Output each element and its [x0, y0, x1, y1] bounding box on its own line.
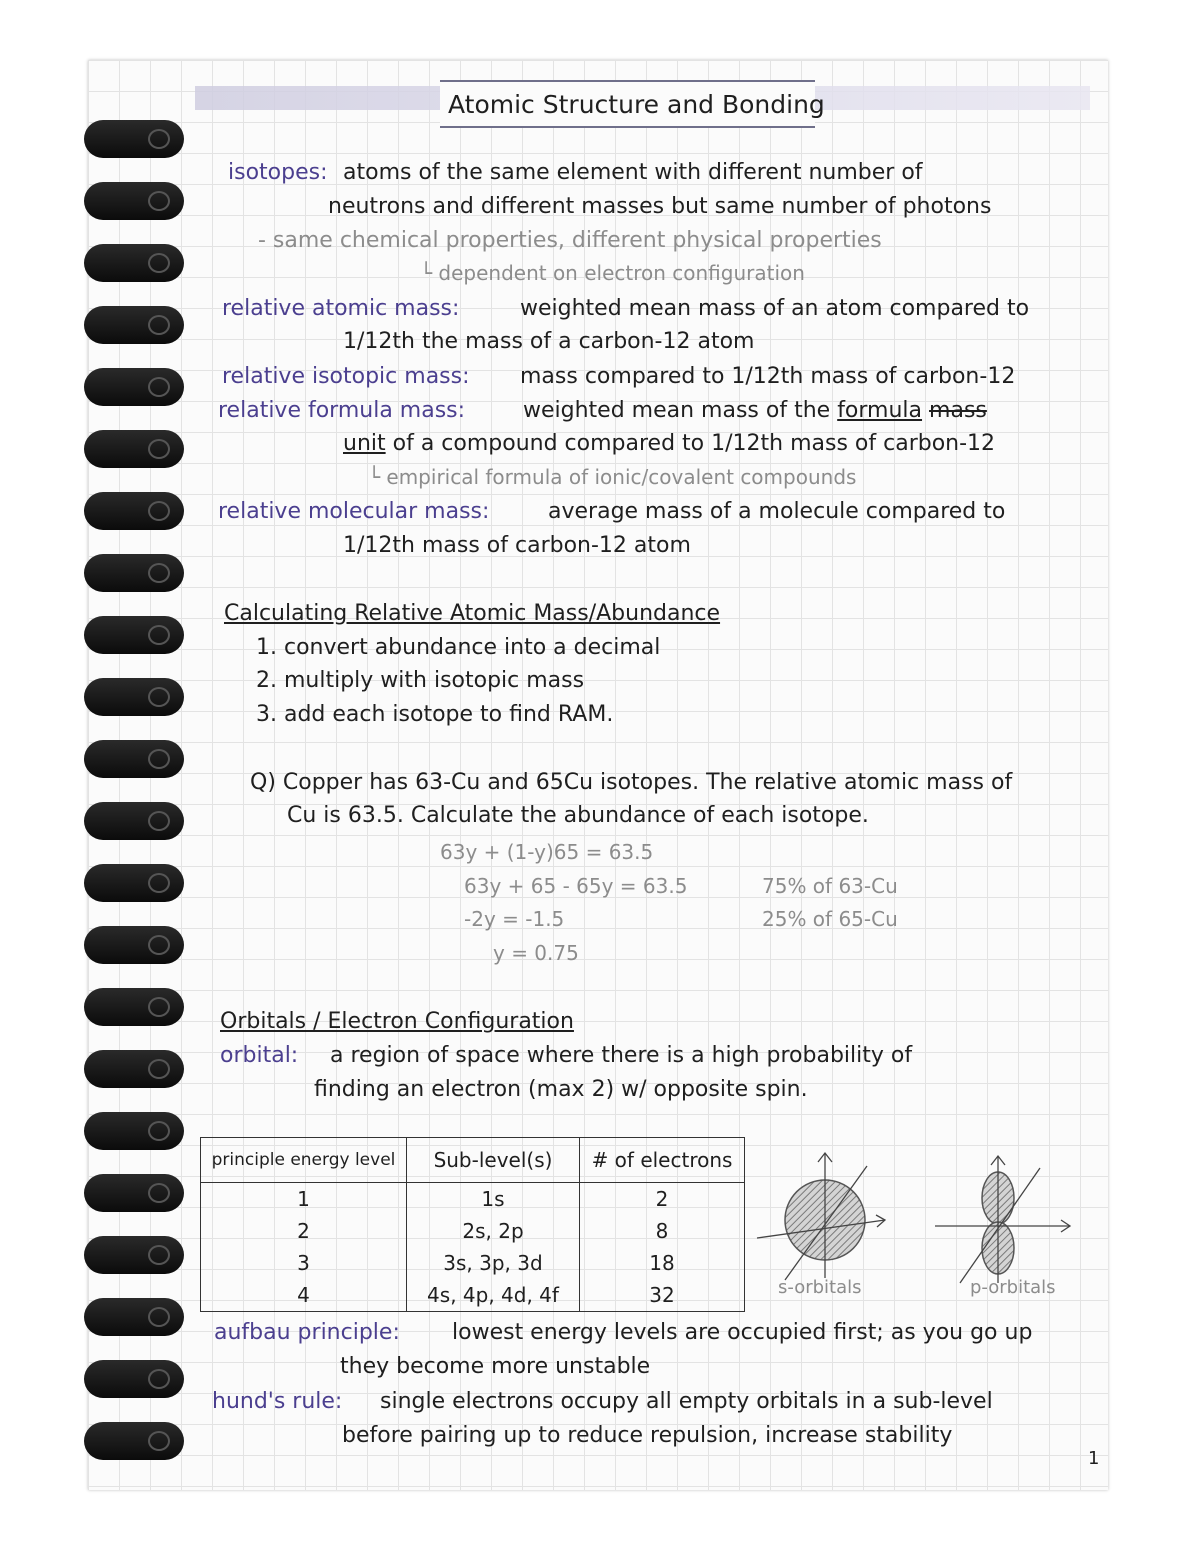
- orbital-def-line2: finding an electron (max 2) w/ opposite spin.: [314, 1077, 808, 1102]
- calc-heading: Calculating Relative Atomic Mass/Abundance: [224, 601, 721, 626]
- table-row: 2 2s, 2p 8: [201, 1215, 745, 1247]
- ram-def-line2: 1/12th the mass of a carbon-12 atom: [343, 329, 755, 354]
- page-title: Atomic Structure and Bonding: [448, 90, 825, 119]
- table-row: 1 1s 2: [201, 1183, 745, 1215]
- isotopes-subpoint: - same chemical properties, different physical properties: [258, 228, 882, 253]
- orbitals-heading: Orbitals / Electron Configuration: [220, 1009, 574, 1034]
- s-orbitals-label: s-orbitals: [778, 1277, 862, 1298]
- term-hunds-rule: hund's rule:: [212, 1389, 343, 1414]
- isotopes-subnote: └ dependent on electron configuration: [420, 261, 805, 285]
- work-line-3: -2y = -1.5: [464, 907, 565, 931]
- rfm-def-line2: unit of a compound compared to 1/12th mass of carbon-12: [343, 431, 996, 456]
- s-orbital-diagram: [757, 1153, 885, 1280]
- table-header: principle energy level: [201, 1138, 407, 1183]
- calc-step-3: 3. add each isotope to find RAM.: [256, 702, 614, 727]
- energy-level-table: [200, 1137, 745, 1312]
- orbital-def-line1: a region of space where there is a high probability of: [330, 1043, 913, 1068]
- term-relative-molecular-mass: relative molecular mass:: [218, 499, 490, 524]
- rfm-note: └ empirical formula of ionic/covalent compounds: [368, 465, 857, 489]
- p-orbital-diagram: [935, 1156, 1070, 1283]
- calc-step-2: 2. multiply with isotopic mass: [256, 668, 585, 693]
- calc-step-1: 1. convert abundance into a decimal: [256, 635, 661, 660]
- orbital-diagrams: [755, 1148, 1085, 1298]
- term-orbital: orbital:: [220, 1043, 299, 1068]
- term-relative-atomic-mass: relative atomic mass:: [222, 296, 460, 321]
- term-isotopes: isotopes:: [228, 160, 328, 185]
- isotopes-def-line1: atoms of the same element with different number of: [343, 160, 923, 185]
- question-line1: Q) Copper has 63-Cu and 65Cu isotopes. The relative atomic mass of: [250, 770, 1013, 795]
- work-line-1: 63y + (1-y)65 = 63.5: [440, 840, 654, 864]
- term-relative-isotopic-mass: relative isotopic mass:: [222, 364, 470, 389]
- page-number: 1: [1088, 1448, 1100, 1469]
- ram-def-line1: weighted mean mass of an atom compared to: [520, 296, 1030, 321]
- rmm-def-line1: average mass of a molecule compared to: [548, 499, 1006, 524]
- aufbau-def-line1: lowest energy levels are occupied first; as you go up: [452, 1320, 1033, 1345]
- isotopes-def-line2: neutrons and different masses but same number of photons: [328, 194, 992, 219]
- rmm-def-line2: 1/12th mass of carbon-12 atom: [343, 533, 691, 558]
- work-line-4: y = 0.75: [493, 941, 579, 965]
- hund-def-line2: before pairing up to reduce repulsion, increase stability: [342, 1423, 953, 1448]
- spiral-binding: [84, 120, 194, 1500]
- table-row: 3 3s, 3p, 3d 18: [201, 1247, 745, 1279]
- hund-def-line1: single electrons occupy all empty orbitals in a sub-level: [380, 1389, 993, 1414]
- answer-63cu: 75% of 63-Cu: [762, 874, 898, 898]
- work-line-2: 63y + 65 - 65y = 63.5: [464, 874, 688, 898]
- p-orbitals-label: p-orbitals: [970, 1277, 1056, 1298]
- aufbau-def-line2: they become more unstable: [340, 1354, 651, 1379]
- term-aufbau-principle: aufbau principle:: [214, 1320, 400, 1345]
- table-header: # of electrons: [580, 1138, 745, 1183]
- table-header: Sub-level(s): [407, 1138, 580, 1183]
- answer-65cu: 25% of 65-Cu: [762, 907, 898, 931]
- rim-def: mass compared to 1/12th mass of carbon-12: [520, 364, 1016, 389]
- table-row: 4 4s, 4p, 4d, 4f 32: [201, 1279, 745, 1312]
- rfm-def-line1: weighted mean mass of the formula mass: [523, 398, 987, 423]
- term-relative-formula-mass: relative formula mass:: [218, 398, 466, 423]
- question-line2: Cu is 63.5. Calculate the abundance of each isotope.: [287, 803, 869, 828]
